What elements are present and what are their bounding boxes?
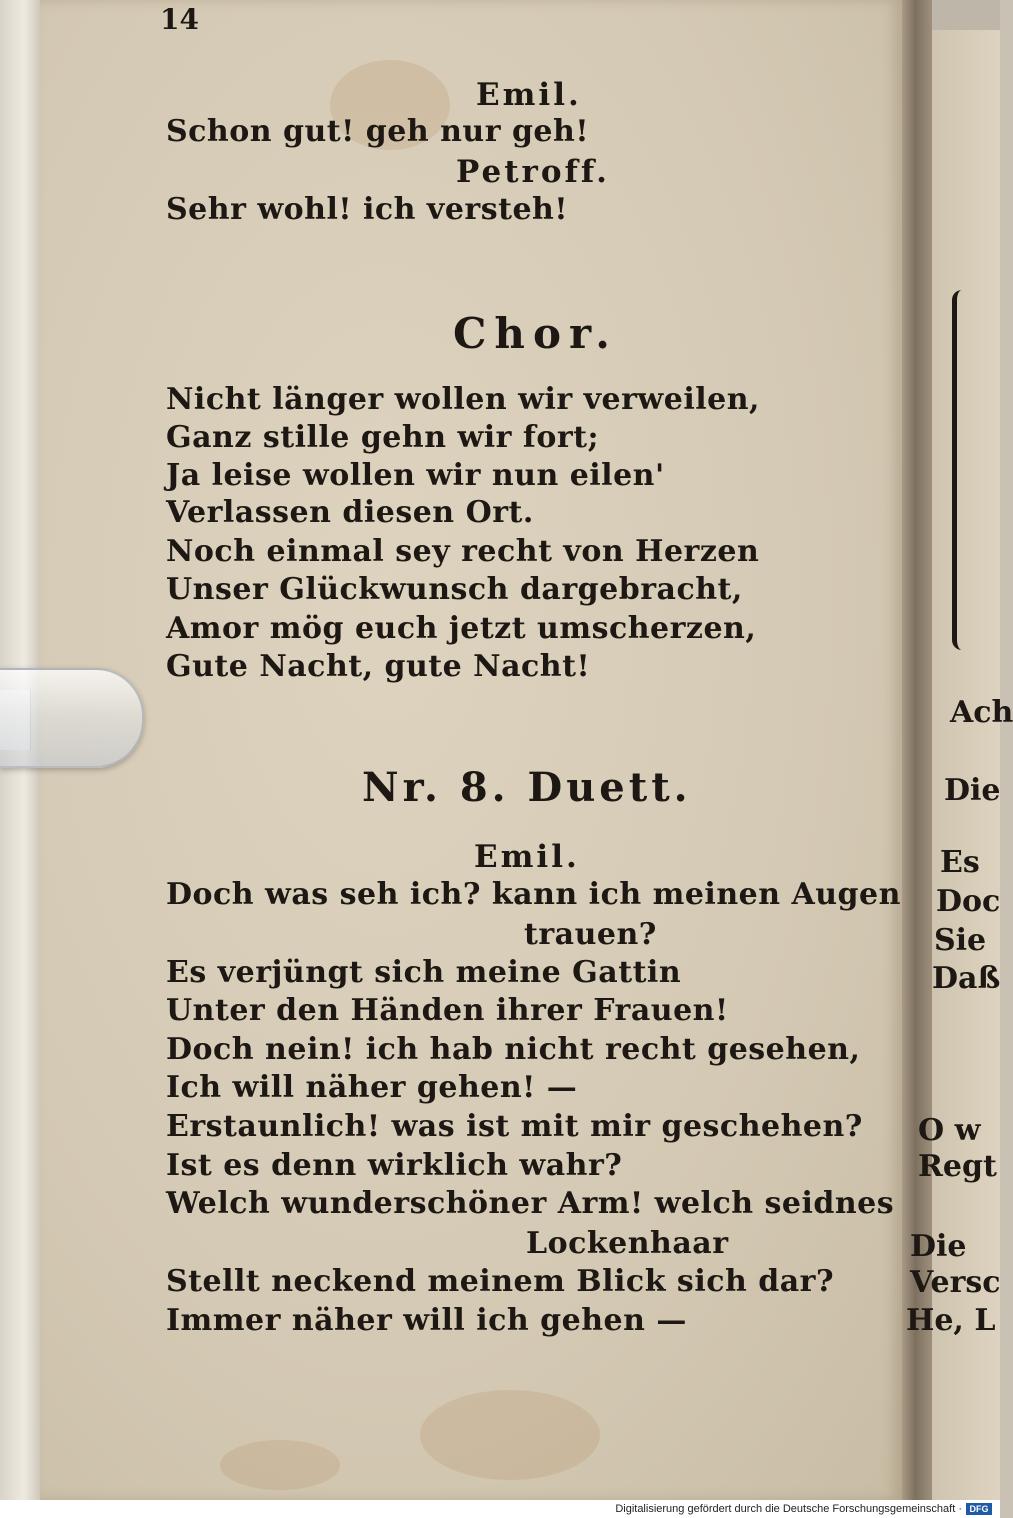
duett-line: Unter den Händen ihrer Frauen! [166,993,729,1028]
duett-line: Stellt neckend meinem Blick sich dar? [166,1264,835,1299]
section-heading-chor: Chor. [453,309,618,358]
facing-page-fragment: Doc [936,884,1001,919]
facing-page-fragment: Regt [918,1149,997,1184]
facing-page-fragment: Die [944,773,1001,808]
facing-page-brace [952,290,971,650]
speaker-petroff: Petroff. [456,154,610,190]
facing-page-fragment: Es [940,845,980,880]
chor-line: Verlassen diesen Ort. [166,495,534,530]
duett-line: Ist es denn wirklich wahr? [166,1148,623,1183]
speaker-emil: Emil. [476,77,582,113]
page-number: 14 [160,3,199,36]
duett-line: Doch was seh ich? kann ich meinen Augen [166,877,901,912]
stain [420,1390,600,1480]
facing-page-fragment: Versc [910,1265,1001,1300]
duett-line: Immer näher will ich gehen — [166,1303,687,1338]
duett-line: Erstaunlich! was ist mit mir geschehen? [166,1109,863,1144]
footer-credit: Digitalisierung gefördert durch die Deutsche Forschungsgemeinschaft · [615,1503,962,1515]
facing-page-fragment: Die [910,1229,967,1264]
facing-page-fragment: Daß [932,961,1001,996]
duett-line: Welch wunderschöner Arm! welch seidnes [166,1186,895,1221]
page-clip [0,668,144,768]
facing-page-fragment: Ach [950,695,1013,730]
section-heading-duett: Nr. 8. Duett. [362,764,692,811]
facing-page-fragment: Sie [934,923,987,958]
dfg-logo-icon: DFG [966,1503,992,1515]
chor-line: Unser Glückwunsch dargebracht, [166,572,743,607]
speaker-emil: Emil. [474,839,580,875]
duett-line-continuation: Lockenhaar [526,1226,729,1261]
verse-line: Sehr wohl! ich versteh! [166,192,569,227]
chor-line: Amor mög euch jetzt umscherzen, [166,611,757,646]
duett-line: Doch nein! ich hab nicht recht gesehen, [166,1032,861,1067]
facing-page-fragment: He, L [906,1303,996,1338]
chor-line: Gute Nacht, gute Nacht! [166,649,591,684]
chor-line: Noch einmal sey recht von Herzen [166,534,760,569]
verse-line: Schon gut! geh nur geh! [166,114,590,149]
chor-line: Ganz stille gehn wir fort; [166,420,600,455]
stain [220,1440,340,1490]
chor-line: Ja leise wollen wir nun eilen' [166,458,665,493]
chor-line: Nicht länger wollen wir verweilen, [166,382,760,417]
footer-bar [0,1500,1000,1518]
duett-line: Es verjüngt sich meine Gattin [166,955,682,990]
facing-page-fragment: O w [918,1113,981,1148]
duett-line-continuation: trauen? [524,917,657,952]
duett-line: Ich will näher gehen! — [166,1070,578,1105]
